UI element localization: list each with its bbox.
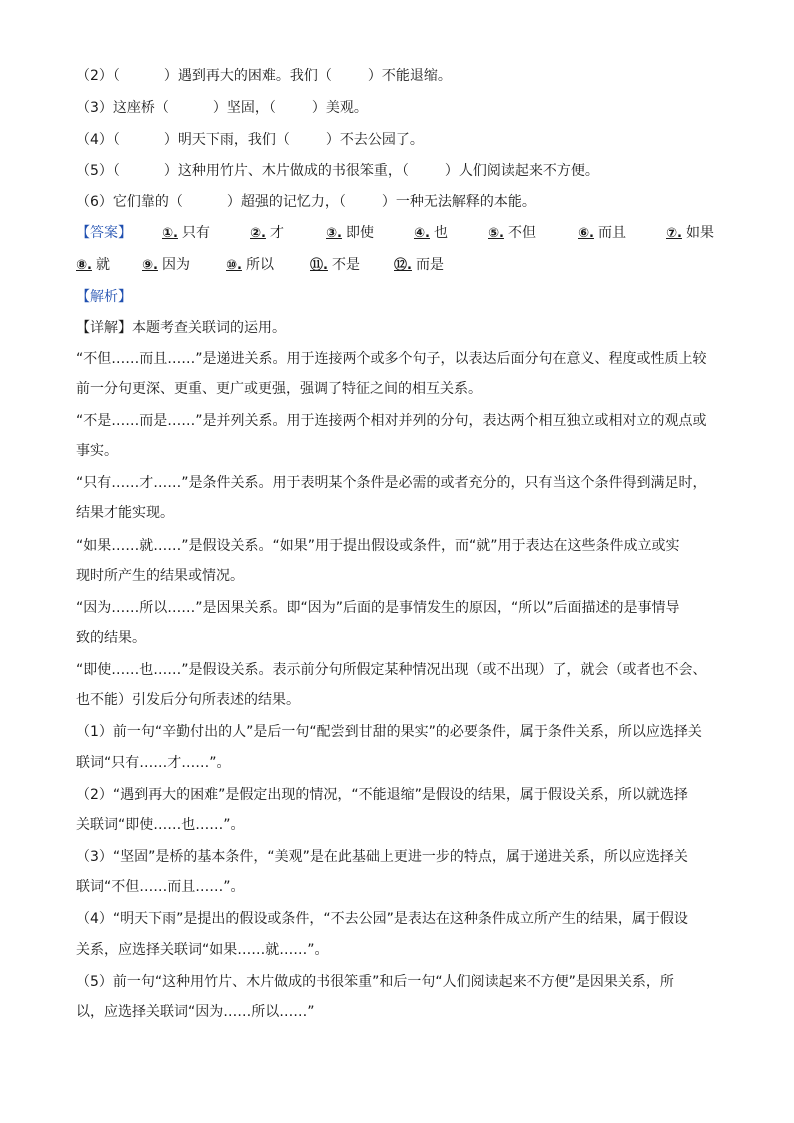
question-text: ）不能退缩。 xyxy=(367,68,452,84)
paragraph-line: 现时所产生的结果或情况。 xyxy=(76,568,244,584)
paragraph-line: 事实。 xyxy=(76,443,118,459)
analysis-label: 【解析】 xyxy=(76,289,132,305)
paragraph-line: 致的结果。 xyxy=(76,630,146,646)
answer-item: ⑨. 因为 xyxy=(142,257,190,273)
paragraph-line: “不但……而且……”是递进关系。用于连接两个或多个句子，以表达后面分句在意义、程度或性质上较 xyxy=(76,351,707,367)
answer-item: ⑧. 就 xyxy=(76,257,110,273)
answer-row-1 xyxy=(76,223,724,243)
paragraph-line: 关联词“即使……也……”。 xyxy=(76,817,245,833)
question-line-2 xyxy=(76,66,724,86)
question-text: ）明天下雨，我们（ xyxy=(163,132,290,148)
answer-item: ⑫. 而是 xyxy=(394,257,444,273)
paragraph-line: 前一分句更深、更重、更广或更强，强调了特征之间的相互关系。 xyxy=(76,381,482,397)
question-text: ）这种用竹片、木片做成的书很笨重，（ xyxy=(163,163,409,179)
paragraph-line: （2）“遇到再大的困难”是假定出现的情况，“不能退缩”是假设的结果，属于假设关系，所以就选择 xyxy=(76,787,688,803)
answer-item: ①. 只有 xyxy=(162,225,210,241)
answer-row-2 xyxy=(76,255,724,275)
question-line-5 xyxy=(76,161,724,181)
paragraph-line: 结果才能实现。 xyxy=(76,505,174,521)
paragraph-line: 联词“不但……而且……”。 xyxy=(76,879,245,895)
answer-item: ⑪. 不是 xyxy=(310,257,360,273)
paragraph-line: “只有……才……”是条件关系。用于表明某个条件是必需的或者充分的，只有当这个条件得到满足时， xyxy=(76,475,707,491)
answer-item: ⑦. 如果 xyxy=(666,225,714,241)
paragraph-line: 关系，应选择关联词“如果……就……”。 xyxy=(76,942,329,958)
question-text: ）不去公园了。 xyxy=(325,132,424,148)
paragraph-line: （5）前一句“这种用竹片、木片做成的书很笨重”和后一句“人们阅读起来不方便”是因果关系，所 xyxy=(76,974,674,990)
question-text: （5）（ xyxy=(76,163,120,179)
question-line-6 xyxy=(76,192,724,212)
paragraph-line: “即使……也……”是假设关系。表示前分句所假定某种情况出现（或不出现）了，就会（或者也不会、 xyxy=(76,662,707,678)
paragraph-line: 也不能）引发后分句所表述的结果。 xyxy=(76,692,300,708)
paragraph-line: 以，应选择关联词“因为……所以……” xyxy=(76,1004,315,1020)
answer-item: ③. 即使 xyxy=(326,225,374,241)
answer-item: ⑥. 而且 xyxy=(578,225,626,241)
question-line-4 xyxy=(76,130,724,150)
answer-item: ②. 才 xyxy=(250,225,284,241)
paragraph-line: （3）“坚固”是桥的基本条件，“美观”是在此基础上更进一步的特点，属于递进关系，所以应选择关 xyxy=(76,849,688,865)
paragraph-line: （1）前一句“辛勤付出的人”是后一句“配尝到甘甜的果实”的必要条件，属于条件关系，所以应选择关 xyxy=(76,724,702,740)
answer-label: 【答案】 xyxy=(76,225,132,241)
question-text: ）一种无法解释的本能。 xyxy=(381,194,536,210)
question-text: ）超强的记忆力，（ xyxy=(226,194,346,210)
detail-heading: 【详解】本题考查关联词的运用。 xyxy=(76,320,286,336)
question-text: （6）它们靠的（ xyxy=(76,194,183,210)
question-line-3 xyxy=(76,98,724,118)
question-text: ）坚固，（ xyxy=(212,100,276,116)
answer-item: ⑩. 所以 xyxy=(226,257,274,273)
paragraph-line: （4）“明天下雨”是提出的假设或条件，“不去公园”是表达在这种条件成立所产生的结果，属于假设 xyxy=(76,911,688,927)
answer-item: ④. 也 xyxy=(414,225,448,241)
answer-item: ⑤. 不但 xyxy=(488,225,536,241)
question-text: ）人们阅读起来不方便。 xyxy=(444,163,599,179)
question-text: （2）（ xyxy=(76,68,120,84)
question-text: （3）这座桥（ xyxy=(76,100,169,116)
paragraph-line: “如果……就……”是假设关系。“如果”用于提出假设或条件，而“就”用于表达在这些条件成立或实 xyxy=(76,538,680,554)
question-text: ）美观。 xyxy=(311,100,368,116)
question-text: ）遇到再大的困难。我们（ xyxy=(163,68,332,84)
question-text: （4）（ xyxy=(76,132,120,148)
paragraph-line: 联词“只有……才……”。 xyxy=(76,755,231,771)
paragraph-line: “因为……所以……”是因果关系。即“因为”后面的是事情发生的原因，“所以”后面描述的是事情导 xyxy=(76,600,680,616)
paragraph-line: “不是……而是……”是并列关系。用于连接两个相对并列的分句，表达两个相互独立或相对立的观点或 xyxy=(76,413,707,429)
